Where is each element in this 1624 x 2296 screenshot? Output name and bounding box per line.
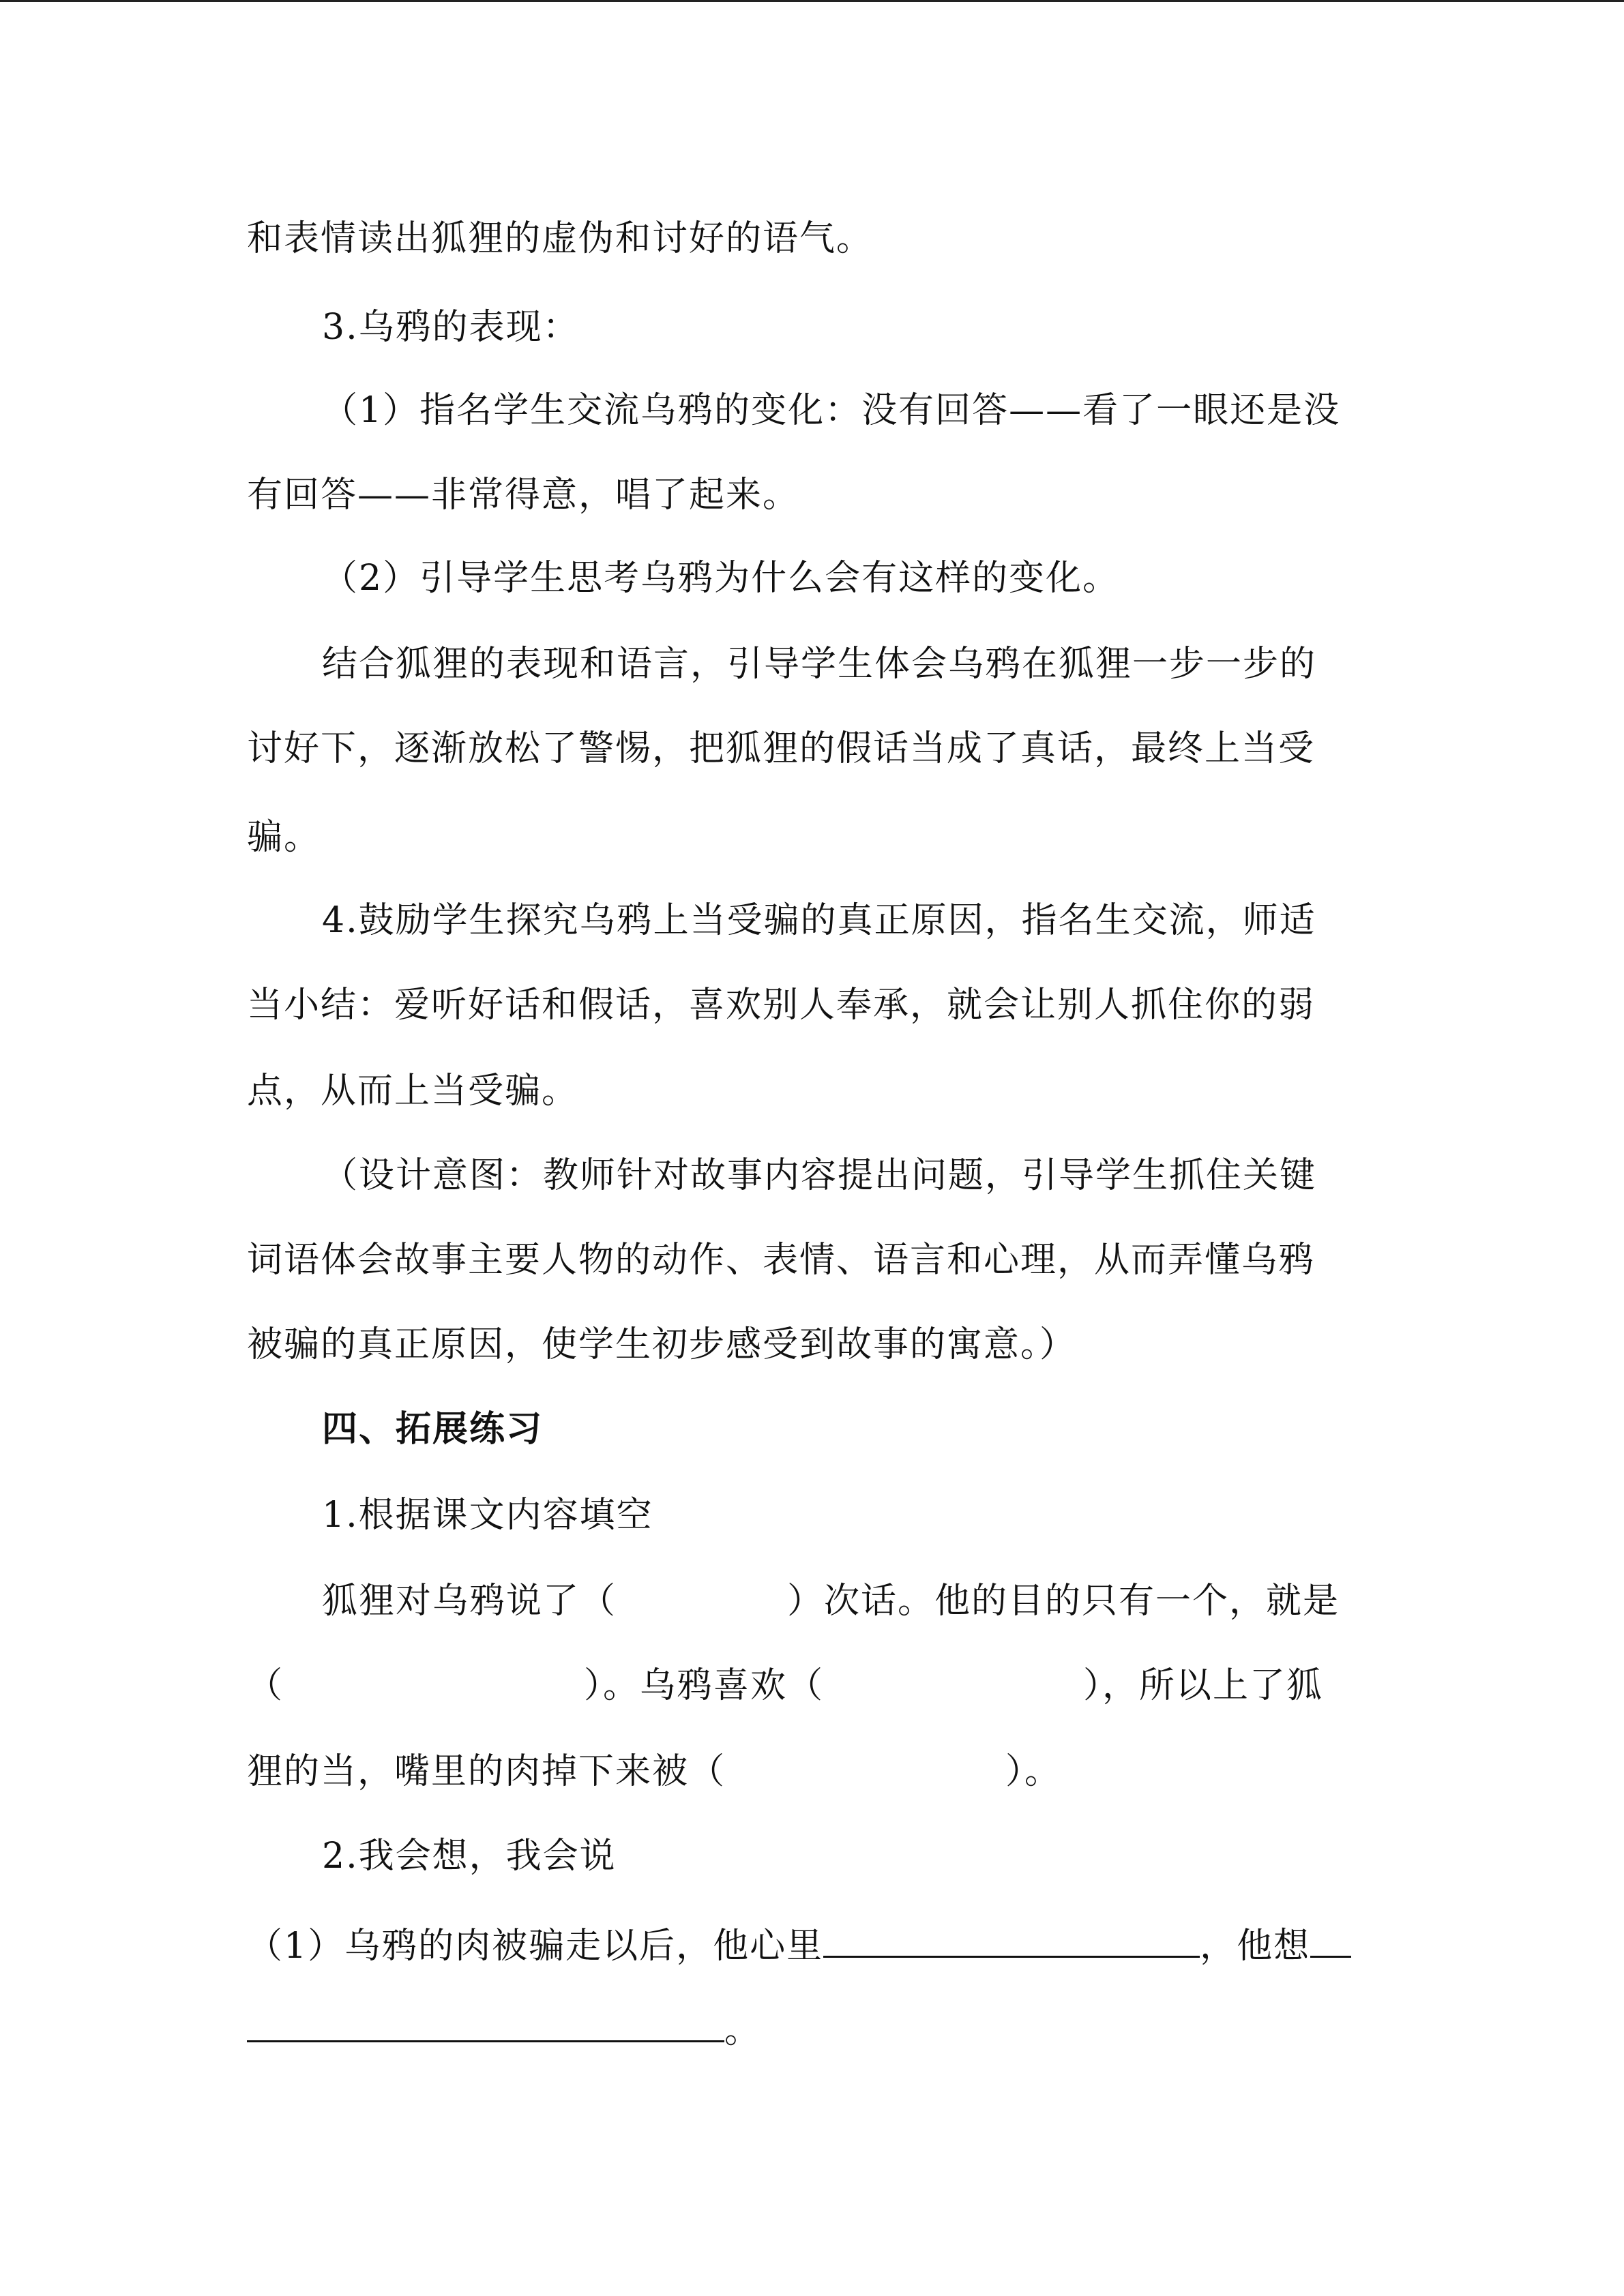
question-line <box>247 2005 761 2053</box>
subsection-heading: 3.乌鸦的表现： <box>322 307 580 348</box>
fill-text: ）次话。他的目的只有一个，就是 <box>787 1581 1340 1622</box>
question-text: ，他想 <box>1200 1926 1311 1967</box>
fill-text: ）。乌鸦喜欢（ <box>584 1665 825 1706</box>
answer-underline <box>1310 1920 1351 1958</box>
paragraph-line: 骗。 <box>247 817 321 858</box>
answer-underline <box>823 1920 1200 1958</box>
paragraph-line: 点，从而上当受骗。 <box>247 1071 579 1112</box>
fill-text: ）。 <box>1005 1751 1062 1792</box>
paragraph-line: 词语体会故事主要人物的动作、表情、语言和心理，从而弄懂乌鸦 <box>247 1240 1316 1281</box>
paragraph-line: 结合狐狸的表现和语言，引导学生体会乌鸦在狐狸一步一步的 <box>322 644 1317 685</box>
subsection-heading: 1.根据课文内容填空 <box>322 1495 653 1536</box>
paragraph-line: 有回答——非常得意，唱了起来。 <box>247 475 800 516</box>
paragraph-line: 被骗的真正原因，使学生初步感受到故事的寓意。） <box>247 1324 1077 1365</box>
paragraph-line: 4.鼓励学生探究乌鸦上当受骗的真正原因，指名生交流，师适 <box>322 900 1316 941</box>
paragraph-line: 和表情读出狐狸的虚伪和讨好的语气。 <box>247 218 874 259</box>
paragraph-line: （2）引导学生思考乌鸦为什么会有这样的变化。 <box>322 558 1120 599</box>
question-text: 。 <box>724 2010 762 2051</box>
fill-text: 狸的当，嘴里的肉掉下来被（ <box>247 1751 726 1792</box>
fill-text: 狐狸对乌鸦说了（ <box>322 1581 617 1622</box>
fill-blank-line <box>247 1750 1061 1793</box>
subsection-heading: 2.我会想，我会说 <box>322 1836 617 1877</box>
paragraph-line: （1）指名学生交流乌鸦的变化：没有回答——看了一眼还是没 <box>322 390 1341 431</box>
answer-underline <box>247 2005 724 2042</box>
fill-blank-line <box>247 1664 1323 1708</box>
page-top-border <box>0 0 1624 2</box>
paragraph-line: 讨好下，逐渐放松了警惕，把狐狸的假话当成了真话，最终上当受 <box>247 728 1316 769</box>
question-text: （1）乌鸦的肉被骗走以后，他心里 <box>247 1926 824 1967</box>
fill-text: ），所以上了狐 <box>1083 1665 1324 1706</box>
section-heading: 四、拓展练习 <box>322 1408 544 1450</box>
question-line <box>247 1920 1351 1968</box>
fill-text: （ <box>247 1665 284 1706</box>
paragraph-line: （设计意图：教师针对故事内容提出问题，引导学生抓住关键 <box>322 1155 1317 1196</box>
paragraph-line: 当小结：爱听好话和假话，喜欢别人奉承，就会让别人抓住你的弱 <box>247 985 1316 1026</box>
fill-blank-line <box>322 1579 1340 1623</box>
